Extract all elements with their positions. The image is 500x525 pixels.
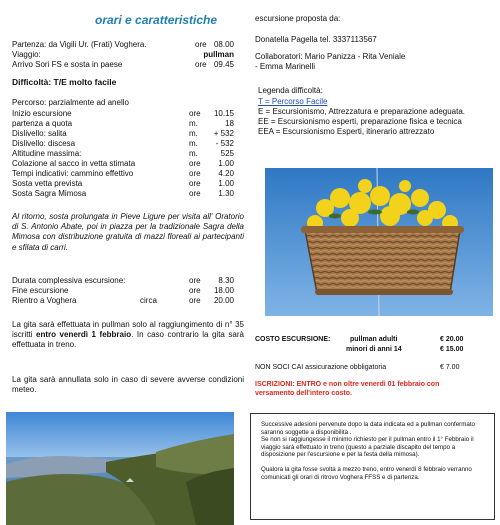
collaborators: Collaboratori: Mario Panizza - Rita Veniale	[255, 52, 406, 61]
registration-deadline: ISCRIZIONI: ENTRO e non oltre venerdì 01 febbraio con	[255, 381, 440, 388]
schedule-item-label: Tempi indicativi: cammino effettivo	[12, 169, 134, 178]
cost-minor-value: € 15.00	[440, 346, 464, 353]
notice-paragraph-2: Se non si raggiungesse il minimo richiesto per il pullman entro il 1° Febbraio il viaggio sarà effettuato in treno (questo a parziale discapito del tempo a disposizione per l'escursione e per la festa della mimosa).	[261, 436, 474, 459]
cost-minor-label: minori di anni 14	[346, 346, 402, 353]
arrival-time: 09.45	[213, 60, 234, 69]
schedule-item-unit: m.	[189, 129, 198, 138]
schedule-item-unit: m.	[189, 139, 198, 148]
total-item-label: Fine escursione	[12, 286, 69, 295]
schedule-item-unit: ore	[189, 109, 201, 118]
notice-paragraph-1: Successive adesioni pervenute dopo la data indicata ed a pullman confermato saranno soggette a disponibilità .	[261, 421, 475, 436]
schedule-item-unit: ore	[189, 169, 201, 178]
collaborators-cont: - Emma Marinelli	[255, 62, 316, 71]
schedule-item-label: Inizio escursione	[12, 109, 72, 118]
schedule-item-value: + 532	[213, 129, 234, 138]
legend-item: EEA = Escursionismo Esperti, itinerario attrezzato	[258, 127, 435, 136]
schedule-item-value: 4.20	[218, 169, 234, 178]
departure-unit: ore	[195, 40, 207, 49]
schedule-item-unit: m.	[189, 149, 198, 158]
pullman-note-deadline: entro venerdì 1 febbraio	[36, 330, 132, 339]
total-item-extra: circa	[140, 296, 157, 305]
total-item-label: Durata complessiva escursione:	[12, 276, 126, 285]
difficulty: Difficoltà: T/E molto facile	[12, 77, 117, 87]
arrival-label: Arrivo Sori FS e sosta in paese	[12, 60, 123, 69]
pullman-note	[12, 320, 244, 350]
schedule-item-label: Dislivello: discesa	[12, 139, 76, 148]
schedule-item-value: 1.00	[218, 179, 234, 188]
notice-paragraph-3: Qualora la gita fosse svolta a mezzo treno, entro venerdì 8 febbraio verranno comunicati gli orari di ritrovo Voghera FFSS e di partenza.	[261, 465, 472, 481]
pullman-note-a: La gita sarà effettuata in pullman solo al raggiungimento di n° 35 iscritti	[12, 320, 244, 339]
schedule-item-label: Sosta Sagra Mimosa	[12, 189, 87, 198]
total-item-unit: ore	[189, 286, 201, 295]
registration-payment: versamento dell'intero costo.	[255, 390, 352, 397]
total-item-unit: ore	[189, 296, 201, 305]
schedule-item-value: - 532	[215, 139, 234, 148]
schedule-item-unit: ore	[189, 189, 201, 198]
return-note: Al ritorno, sosta prolungata in Pieve Ligure per visita all' Oratorio di S. Antonio Abate, poi in piazza per la tradizionale Sagra della Mimosa con distribuzione gratuita di mazzi floreali ai partecipanti e sfilata di carri.	[12, 212, 244, 252]
cost-adult-value: € 20.00	[440, 336, 464, 343]
cost-title: COSTO ESCURSIONE:	[255, 336, 331, 343]
schedule-item-value: 1.00	[218, 159, 234, 168]
total-item-value: 8.30	[218, 276, 234, 285]
schedule-item-value: 1.30	[218, 189, 234, 198]
departure-time: 08.00	[213, 40, 234, 49]
proposed-by-label: escursione proposta da:	[255, 14, 341, 23]
total-item-unit: ore	[189, 276, 201, 285]
schedule-item-unit: ore	[189, 159, 201, 168]
route-type: Percorso: parzialmente ad anello	[12, 98, 129, 107]
cost-adult-label: pullman adulti	[350, 336, 398, 343]
schedule-item-label: Altitudine massima:	[12, 149, 82, 158]
insurance-label: NON SOCI CAI assicurazione obbligatoria	[255, 364, 387, 371]
weather-note: La gita sarà annullata solo in caso di severe avverse condizioni meteo.	[12, 375, 244, 394]
schedule-item-value: 18	[225, 119, 234, 128]
schedule-item-label: Sosta vetta prevista	[12, 179, 83, 188]
schedule-item-label: Colazione al sacco in vetta stimata	[12, 159, 136, 168]
pullman-note-c: . In caso contrario la gita sarà effettuata in treno.	[12, 330, 244, 349]
total-item-value: 20.00	[213, 296, 234, 305]
legend-item: EE = Escursionismo esperti, preparazione fisica e tecnica	[258, 117, 462, 126]
legend-title: Legenda difficoltà:	[258, 86, 323, 95]
arrival-unit: ore	[195, 60, 207, 69]
legend-item: E = Escursionismo, Attrezzatura e preparazione adeguata.	[258, 107, 466, 116]
total-item-label: Rientro a Voghera	[12, 296, 77, 305]
proposed-by: Donatella Pagella tel. 3337113567	[255, 35, 377, 44]
schedule-item-unit: m.	[189, 119, 198, 128]
notice-box	[250, 413, 495, 520]
coast-photo	[6, 412, 234, 525]
page-title: orari e caratteristiche	[95, 13, 218, 27]
trip-label: Viaggio:	[12, 50, 41, 59]
total-item-value: 18.00	[213, 286, 234, 295]
schedule-item-label: Dislivello: salita	[12, 129, 67, 138]
trip-value: pullman	[203, 50, 234, 59]
schedule-item-value: 10.15	[213, 109, 234, 118]
insurance-value: € 7.00	[440, 364, 460, 371]
mimosa-basket-photo	[265, 168, 493, 316]
legend-item[interactable]: T = Percorso Facile	[258, 97, 328, 106]
schedule-item-label: partenza a quota	[12, 119, 73, 128]
schedule-item-value: 525	[220, 149, 234, 158]
schedule-item-unit: ore	[189, 179, 201, 188]
departure-label: Partenza: da Vigili Ur. (Frati) Voghera.	[12, 40, 147, 49]
